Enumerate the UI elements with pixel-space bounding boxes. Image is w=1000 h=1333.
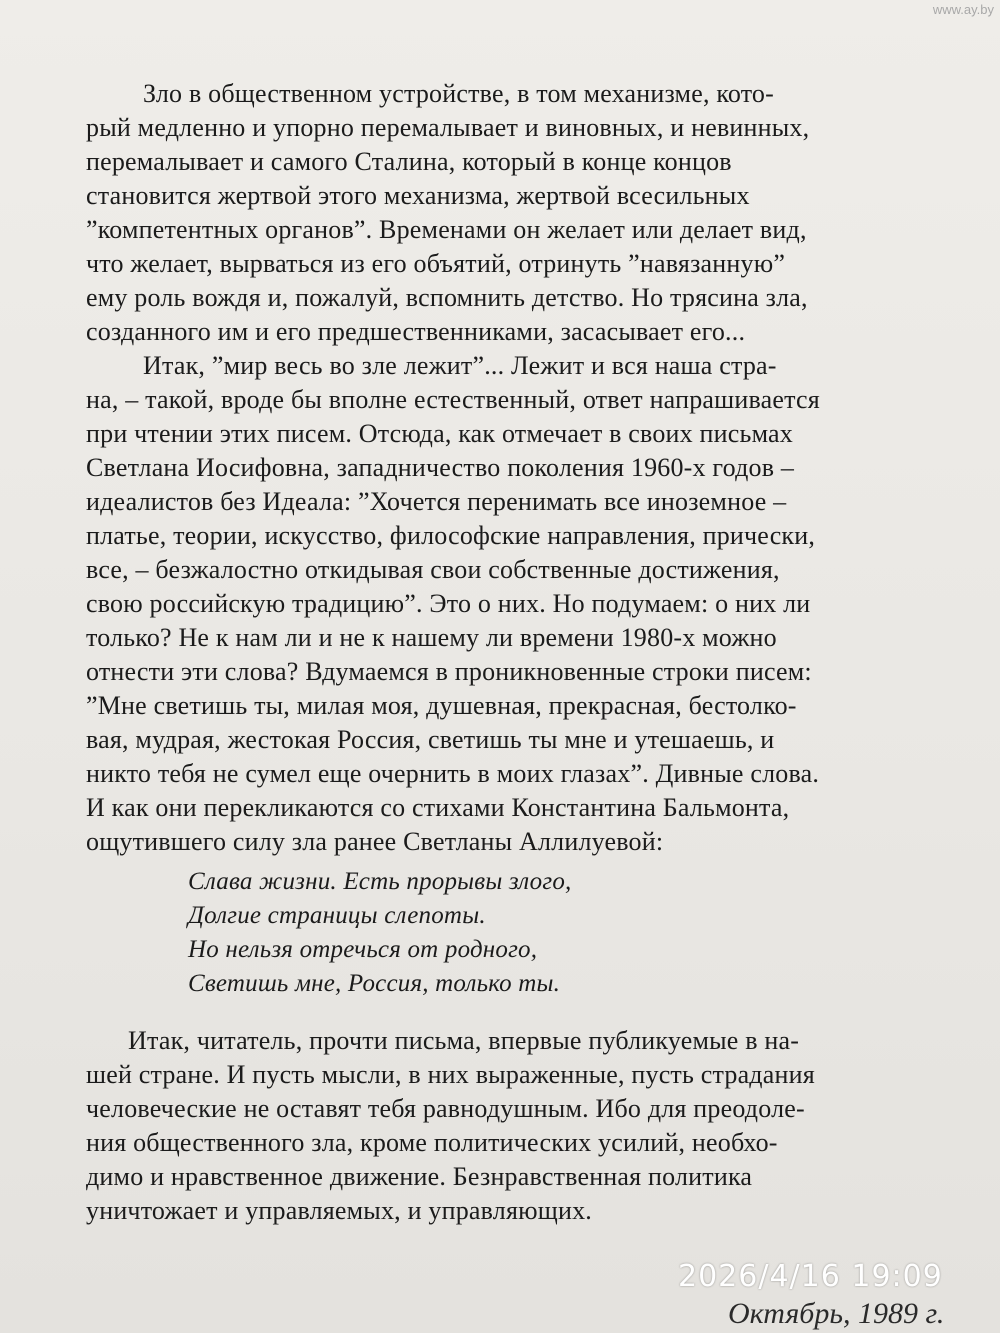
text-line: идеалистов без Идеала: ”Хочется перенимать все иноземное – [86,487,787,516]
text-line: Итак, читатель, прочти письма, впервые публикуемые в на- [128,1026,800,1055]
text-line: человеческие не оставят тебя равнодушным. Ибо для преодоле- [86,1094,805,1123]
verse-line: Светишь мне, Россия, только ты. [188,970,561,997]
text-line: И как они перекликаются со стихами Константина Бальмонта, [86,793,790,822]
verse-line: Долгие страницы слепоты. [188,902,486,929]
text-line: свою российскую традицию”. Это о них. Но подумаем: о них ли [86,589,811,618]
text-line: никто тебя не сумел еще очернить в моих глазах”. Дивные слова. [86,759,820,788]
text-line: на, – такой, вроде бы вполне естественный, ответ напрашивается [86,385,820,414]
verse-line: Но нельзя отречься от родного, [188,936,538,963]
text-line: ощутившего силу зла ранее Светланы Аллилуевой: [86,827,664,856]
text-line: рый медленно и упорно перемалывает и виновных, и невинных, [86,113,810,142]
text-line: отнести эти слова? Вдумаемся в проникновенные строки писем: [86,657,812,686]
text-line: уничтожает и управляемых, и управляющих. [86,1196,592,1225]
text-line: при чтении этих писем. Отсюда, как отмечает в своих письмах [86,419,793,448]
text-line: шей стране. И пусть мысли, в них выраженные, пусть страдания [86,1060,815,1089]
text-line: перемалывает и самого Сталина, который в конце концов [86,147,732,176]
site-watermark: www.ay.by [932,2,994,17]
text-line: Итак, ”мир весь во зле лежит”... Лежит и вся наша стра- [143,351,777,380]
text-line: Светлана Иосифовна, западничество поколения 1960-х годов – [86,453,795,482]
text-line: Зло в общественном устройстве, в том механизме, кото- [143,79,774,108]
text-line: что желает, вырваться из его объятий, отринуть ”навязанную” [86,249,786,278]
text-line: созданного им и его предшественниками, засасывает его... [86,317,746,346]
text-line: ния общественного зла, кроме политических усилий, необхо- [86,1128,778,1157]
verse-line: Слава жизни. Есть прорывы злого, [188,868,572,895]
text-line: все, – безжалостно откидывая свои собственные достижения, [86,555,780,584]
text-line: только? Не к нам ли и не к нашему ли времени 1980-х можно [86,623,777,652]
photo-timestamp: 2026/4/16 19:09 [678,1259,943,1294]
text-line: платье, теории, искусство, философские направления, прически, [86,521,816,550]
signature-date: Октябрь, 1989 г. [728,1297,945,1330]
text-line: ”компетентных органов”. Временами он желает или делает вид, [86,215,807,244]
text-line: ему роль вождя и, пожалуй, вспомнить детство. Но трясина зла, [86,283,808,312]
text-line: ”Мне светишь ты, милая моя, душевная, прекрасная, бестолко- [86,691,797,720]
text-line: димо и нравственное движение. Безнравственная политика [86,1162,753,1191]
text-line: становится жертвой этого механизма, жертвой всесильных [86,181,750,210]
text-line: вая, мудрая, жестокая Россия, светишь ты мне и утешаешь, и [86,725,775,754]
